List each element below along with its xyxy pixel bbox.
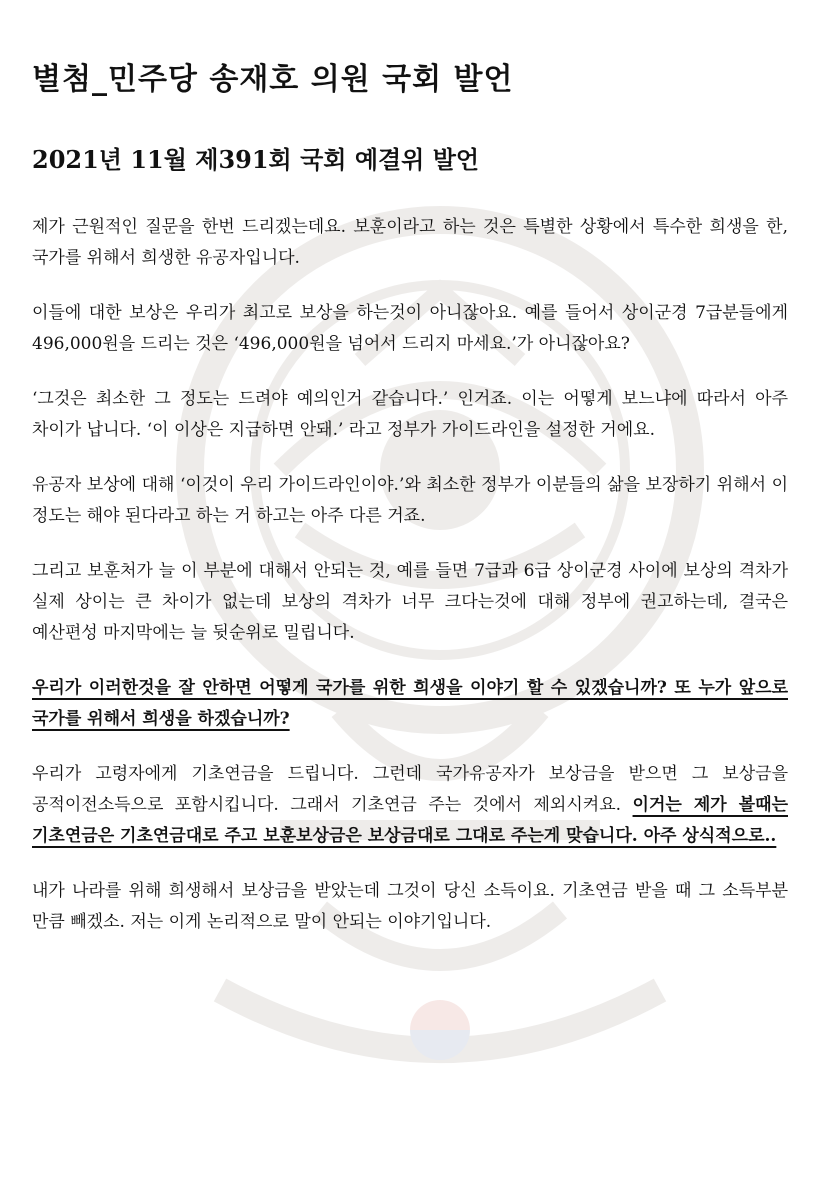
closing-paragraph: 내가 나라를 위해 희생해서 보상금을 받았는데 그것이 당신 소득이요. 기초연금 받을 때 그 소득부분 만큼 빼겠소. 저는 이게 논리적으로 말이 안되는 이야기입니다. xyxy=(32,881,788,932)
document-title: 별첨_민주당 송재호 의원 국회 발언 xyxy=(32,62,514,97)
paragraph-2: 이들에 대한 보상은 우리가 최고로 보상을 하는것이 아니잖아요. 예를 들어서 상이군경 7급분들에게 496,000원을 드리는 것은 ‘496,000원을 넘어서 드리지 마세요.’가 아니잖아요? xyxy=(32,303,788,354)
paragraph-1: 제가 근원적인 질문을 한번 드리겠는데요. 보훈이라고 하는 것은 특별한 상황에서 특수한 희생을 한, 국가를 위해서 희생한 유공자입니다. xyxy=(32,217,788,268)
document-subtitle: 2021년 11월 제391회 국회 예결위 발언 xyxy=(32,145,480,174)
emphasis-paragraph xyxy=(32,673,788,735)
mixed-paragraph-emphasis: 이거는 제가 볼때는 기초연금은 기초연금대로 주고 보훈보상금은 보상금대로 그대로 주는게 맞습니다. 아주 상식적으로.. xyxy=(32,795,788,846)
emphasis-text: 우리가 이러한것을 잘 안하면 어떻게 국가를 위한 희생을 이야기 할 수 있겠습니까? 또 누가 앞으로 국가를 위해서 희생을 하겠습니까? xyxy=(32,678,788,729)
paragraph-5: 그리고 보훈처가 늘 이 부분에 대해서 안되는 것, 예를 들면 7급과 6급 상이군경 사이에 보상의 격차가 실제 상이는 큰 차이가 없는데 보상의 격차가 너무 크다는것에 대해 정부에 권고하는데, 결국은 예산편성 마지막에는 늘 뒷순위로 밀립니다. xyxy=(32,561,788,643)
mixed-paragraph xyxy=(32,759,788,852)
mixed-paragraph-plain: 우리가 고령자에게 기초연금을 드립니다. 그런데 국가유공자가 보상금을 받으면 그 보상금을 공적이전소득으로 포함시킵니다. 그래서 기초연금 주는 것에서 제외시켜요. xyxy=(32,764,788,815)
paragraph-3: ‘그것은 최소한 그 정도는 드려야 예의인거 같습니다.’ 인거죠. 이는 어떻게 보느냐에 따라서 아주 차이가 납니다. ‘이 이상은 지급하면 안돼.’ 라고 정부가 가이드라인을 설정한 거에요. xyxy=(32,389,788,440)
paragraph-4: 유공자 보상에 대해 ‘이것이 우리 가이드라인이야.’와 최소한 정부가 이분들의 삶을 보장하기 위해서 이 정도는 해야 된다라고 하는 거 하고는 아주 다른 거죠. xyxy=(32,475,788,526)
